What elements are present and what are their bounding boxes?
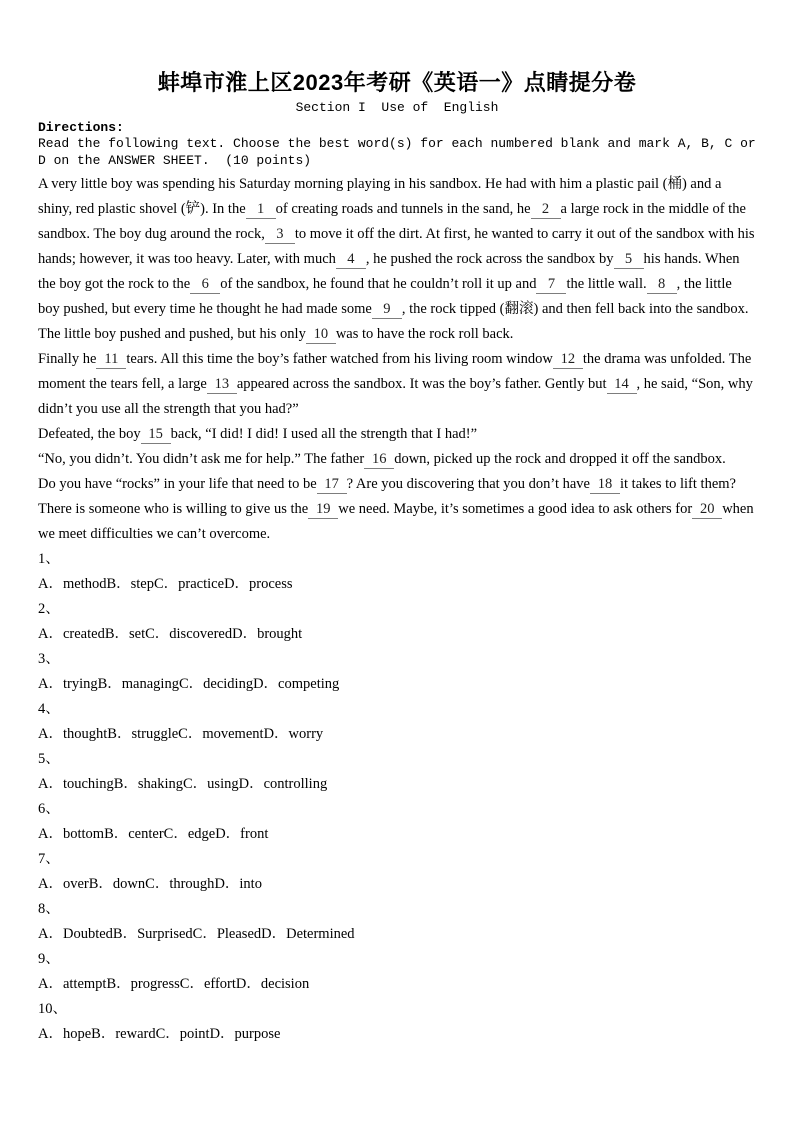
question-number: 4、	[38, 701, 60, 717]
option-3-A: A．trying	[38, 676, 98, 692]
option-4-A: A．thought	[38, 726, 108, 742]
option-7-A: A．over	[38, 876, 89, 892]
option-9-D: D．decision	[235, 976, 310, 992]
question-number: 1、	[38, 551, 60, 567]
option-3-C: C．deciding	[178, 676, 254, 692]
option-8-C: C．Pleased	[192, 926, 262, 942]
question-block	[38, 847, 756, 897]
cloze-blank-12: 12	[553, 351, 583, 369]
option-10-D: D．purpose	[209, 1026, 281, 1042]
question-number: 6、	[38, 801, 60, 817]
option-8-D: D．Determined	[261, 926, 355, 942]
cloze-blank-2: 2	[531, 201, 561, 219]
option-4-C: C．movement	[178, 726, 264, 742]
cloze-blank-3: 3	[265, 226, 295, 244]
option-8-A: A．Doubted	[38, 926, 113, 942]
option-3-B: B．managing	[97, 676, 179, 692]
cloze-blank-11: 11	[96, 351, 126, 369]
passage-paragraph-3: Defeated, the boy 15 back, “I did! I did! I used all the strength that I had!”	[38, 426, 478, 442]
cloze-passage	[38, 172, 756, 547]
question-options	[38, 1022, 756, 1047]
question-number: 9、	[38, 951, 60, 967]
option-1-D: D．process	[224, 576, 293, 592]
option-6-C: C．edge	[163, 826, 216, 842]
question-number: 5、	[38, 751, 60, 767]
question-number: 7、	[38, 851, 60, 867]
option-3-D: D．competing	[253, 676, 340, 692]
question-block	[38, 647, 756, 697]
question-options	[38, 972, 756, 997]
option-6-A: A．bottom	[38, 826, 105, 842]
option-2-C: C．discovered	[145, 626, 233, 642]
option-7-D: D．into	[214, 876, 262, 892]
questions-list	[38, 547, 756, 1047]
passage-paragraph-4: “No, you didn’t. You didn’t ask me for help.” The father 16 down, picked up the rock and dropped it off the sandbox.	[38, 451, 726, 467]
option-10-C: C．point	[155, 1026, 210, 1042]
question-options	[38, 922, 756, 947]
question-options	[38, 622, 756, 647]
question-block	[38, 697, 756, 747]
question-block	[38, 797, 756, 847]
directions-text: Read the following text. Choose the best word(s) for each numbered blank and mark A, B, C or D on the ANSWER SHEET. (10 points)	[38, 136, 764, 168]
question-options	[38, 672, 756, 697]
question-options	[38, 572, 756, 597]
question-block	[38, 897, 756, 947]
option-7-C: C．through	[145, 876, 215, 892]
question-block	[38, 947, 756, 997]
section-heading: Section I Use of English	[295, 100, 499, 115]
question-options	[38, 872, 756, 897]
option-9-B: B．progress	[106, 976, 180, 992]
option-4-D: D．worry	[263, 726, 324, 742]
cloze-blank-16: 16	[364, 451, 394, 469]
cloze-blank-7: 7	[536, 276, 566, 294]
option-7-B: B．down	[88, 876, 146, 892]
question-options	[38, 722, 756, 747]
cloze-blank-4: 4	[336, 251, 366, 269]
cloze-blank-14: 14	[607, 376, 637, 394]
question-number: 3、	[38, 651, 60, 667]
option-5-D: D．controlling	[238, 776, 328, 792]
cloze-blank-20: 20	[692, 501, 722, 519]
passage-paragraph-2: Finally he 11 tears. All this time the boy’s father watched from his living room window 12 the drama was unfolded. The moment the tears fell, a large 13 appeared across the sandbox. It was the boy’s father. Gently but 14 , he said, “Son, why didn’t you use all the strength that you had?”	[38, 351, 753, 417]
option-9-C: C．effort	[179, 976, 236, 992]
option-8-B: B．Surprised	[112, 926, 193, 942]
option-9-A: A．attempt	[38, 976, 107, 992]
option-1-C: C．practice	[154, 576, 225, 592]
cloze-blank-5: 5	[614, 251, 644, 269]
question-options	[38, 772, 756, 797]
option-2-A: A．created	[38, 626, 105, 642]
option-6-D: D．front	[215, 826, 269, 842]
option-5-A: A．touching	[38, 776, 114, 792]
cloze-blank-17: 17	[317, 476, 347, 494]
passage-paragraph-5: Do you have “rocks” in your life that need to be 17 ? Are you discovering that you don’t have 18 it takes to lift them? There is someone who is willing to give us the 19 we need. Maybe, it’s sometimes a good idea to ask others for 20 when we meet difficulties we can’t overcome.	[38, 476, 754, 542]
page-title: 蚌埠市淮上区2023年考研《英语一》点睛提分卷	[157, 70, 637, 95]
question-block	[38, 547, 756, 597]
option-2-D: D．brought	[232, 626, 303, 642]
question-block	[38, 997, 756, 1047]
option-1-A: A．method	[38, 576, 107, 592]
option-6-B: B．center	[104, 826, 164, 842]
cloze-blank-18: 18	[590, 476, 620, 494]
cloze-blank-9: 9	[372, 301, 402, 319]
cloze-blank-1: 1	[246, 201, 276, 219]
option-10-A: A．hope	[38, 1026, 92, 1042]
cloze-blank-15: 15	[141, 426, 171, 444]
question-number: 2、	[38, 601, 60, 617]
cloze-blank-6: 6	[190, 276, 220, 294]
option-5-C: C．using	[183, 776, 239, 792]
cloze-blank-13: 13	[207, 376, 237, 394]
cloze-blank-19: 19	[308, 501, 338, 519]
option-4-B: B．struggle	[107, 726, 179, 742]
option-10-B: B．reward	[91, 1026, 156, 1042]
cloze-blank-10: 10	[306, 326, 336, 344]
option-2-B: B．set	[104, 626, 146, 642]
option-1-B: B．step	[106, 576, 154, 592]
passage-paragraph-1: A very little boy was spending his Saturday morning playing in his sandbox. He had with him a plastic pail (桶) and a shiny, red plastic shovel (铲). In the 1 of creating roads and tunnels in the sand, he 2 a large rock in the middle of the sandbox. The boy dug around the rock, 3 to move it off the dirt. At first, he wanted to carry it out of the sandbox with his hands; however, it was too heavy. Later, with much 4 , he pushed the rock across the sandbox by 5 his hands. When the boy got the rock to the 6 of the sandbox, he found that he couldn’t roll it up and 7 the little wall. 8 , the little boy pushed, but every time he thought he had made some 9 , the rock tipped (翻滚) and then fell back into the sandbox. The little boy pushed and pushed, but his only 10 was to have the rock roll back.	[38, 176, 755, 342]
question-number: 10、	[38, 1001, 67, 1017]
option-5-B: B．shaking	[113, 776, 183, 792]
question-number: 8、	[38, 901, 60, 917]
directions-label: Directions:	[38, 120, 124, 135]
question-block	[38, 747, 756, 797]
question-options	[38, 822, 756, 847]
question-block	[38, 597, 756, 647]
cloze-blank-8: 8	[647, 276, 677, 294]
